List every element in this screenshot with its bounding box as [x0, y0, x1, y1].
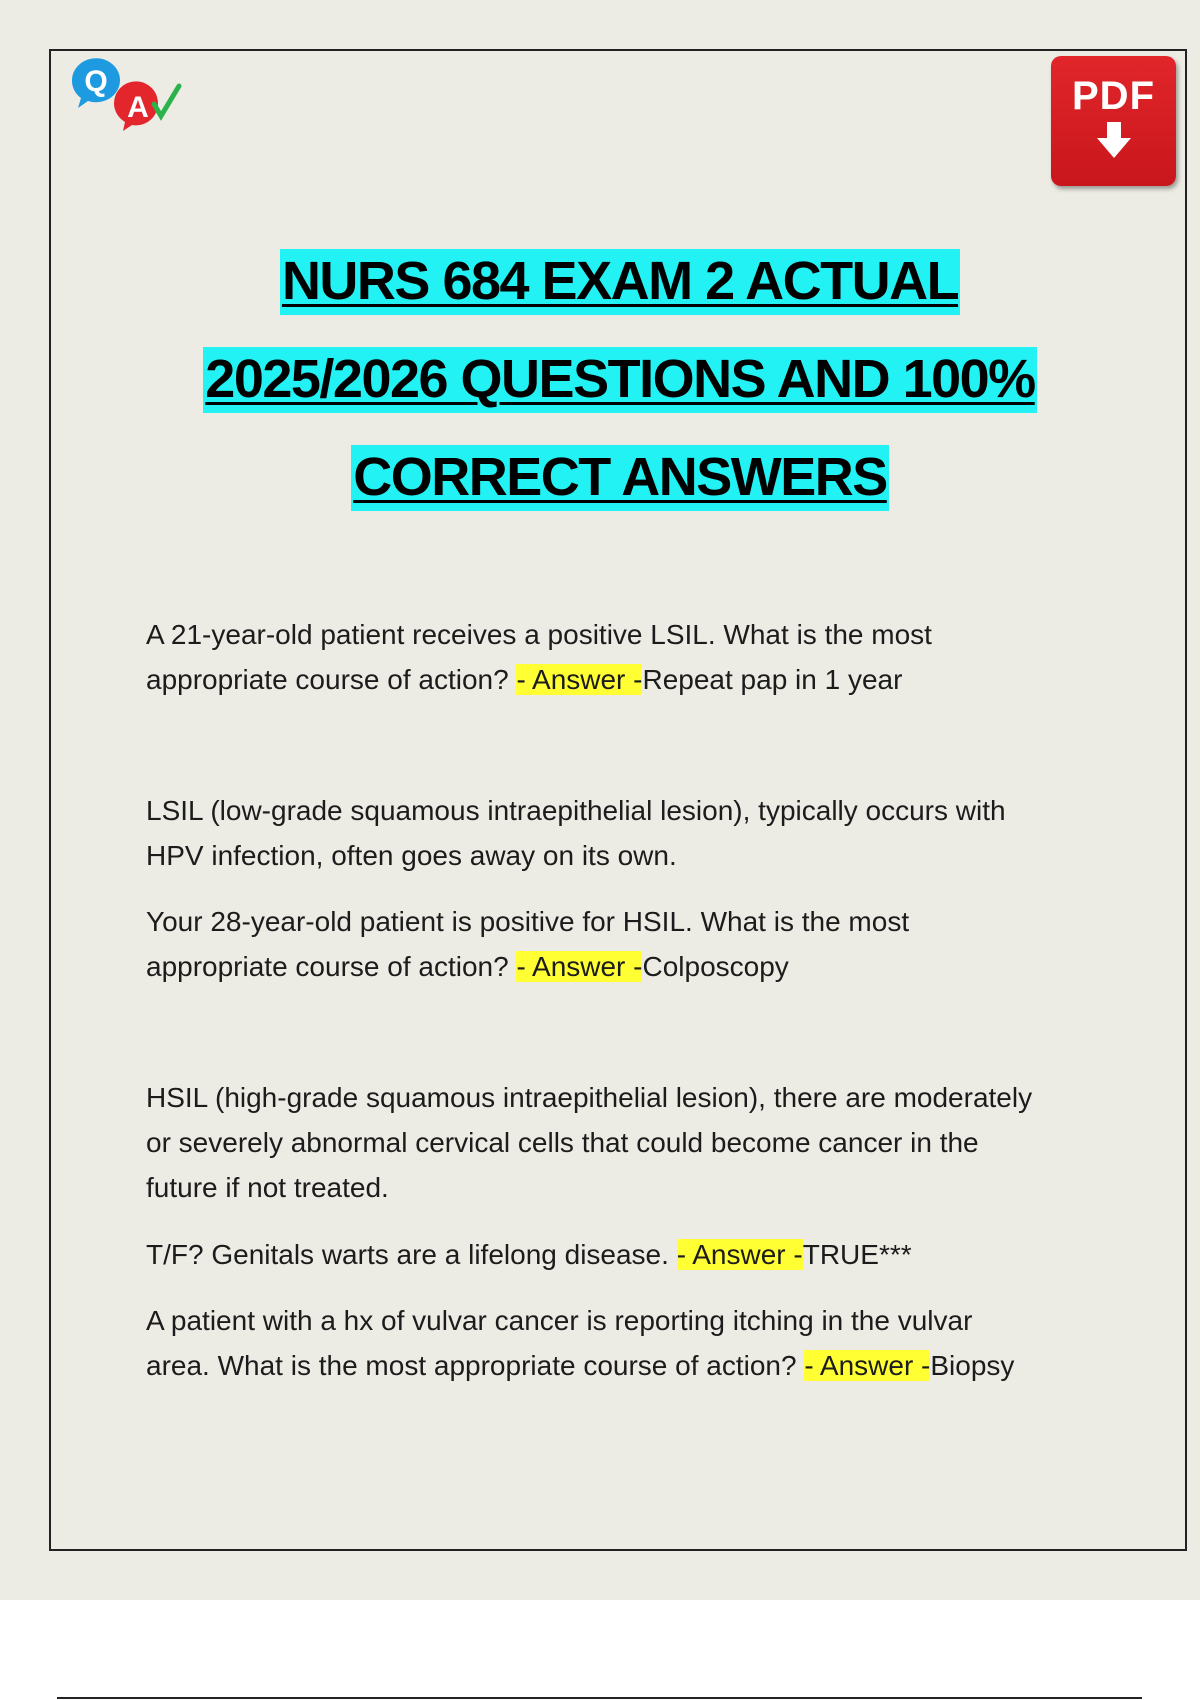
- note-lsil: LSIL (low-grade squamous intraepithelial lesion), typically occurs with HPV infection, often goes away on its own.: [146, 795, 1006, 871]
- note-hsil: HSIL (high-grade squamous intraepithelial lesion), there are moderately or severely abnormal cervical cells that could become cancer in the future if not treated.: [146, 1082, 1033, 1203]
- title-line-2: 2025/2026 QUESTIONS AND 100%: [100, 330, 1140, 428]
- logo-a-letter: A: [127, 91, 149, 124]
- answer-marker: - Answer -: [676, 1239, 803, 1270]
- pdf-label: PDF: [1072, 74, 1155, 118]
- answer-text: Colposcopy: [642, 951, 789, 982]
- answer-marker: - Answer -: [516, 951, 643, 982]
- answer-text: TRUE***: [802, 1239, 912, 1270]
- answer-marker: - Answer -: [516, 664, 643, 695]
- title-line-3: CORRECT ANSWERS: [100, 428, 1140, 526]
- question-1: A 21-year-old patient receives a positive LSIL. What is the most appropriate course of action? - Answer -Repeat pap in 1 year: [146, 619, 932, 695]
- logo-q-letter: Q: [84, 65, 108, 98]
- question-4: A patient with a hx of vulvar cancer is reporting itching in the vulvar area. What is the most appropriate course of action? - Answer -Biopsy: [146, 1305, 1015, 1381]
- question-3: T/F? Genitals warts are a lifelong disease. - Answer -TRUE***: [146, 1239, 912, 1270]
- page-separator-line: [57, 1697, 1142, 1699]
- answer-text: Biopsy: [930, 1350, 1015, 1381]
- title-line-1: NURS 684 EXAM 2 ACTUAL: [100, 232, 1140, 330]
- qa-logo-icon: [68, 56, 198, 131]
- pdf-download-button[interactable]: [1051, 56, 1176, 186]
- question-2: Your 28-year-old patient is positive for HSIL. What is the most appropriate course of action? - Answer -Colposcopy: [146, 906, 910, 982]
- answer-text: Repeat pap in 1 year: [642, 664, 903, 695]
- document-title: [100, 232, 1140, 526]
- answer-marker: - Answer -: [804, 1350, 931, 1381]
- download-arrow-icon: [1094, 120, 1134, 160]
